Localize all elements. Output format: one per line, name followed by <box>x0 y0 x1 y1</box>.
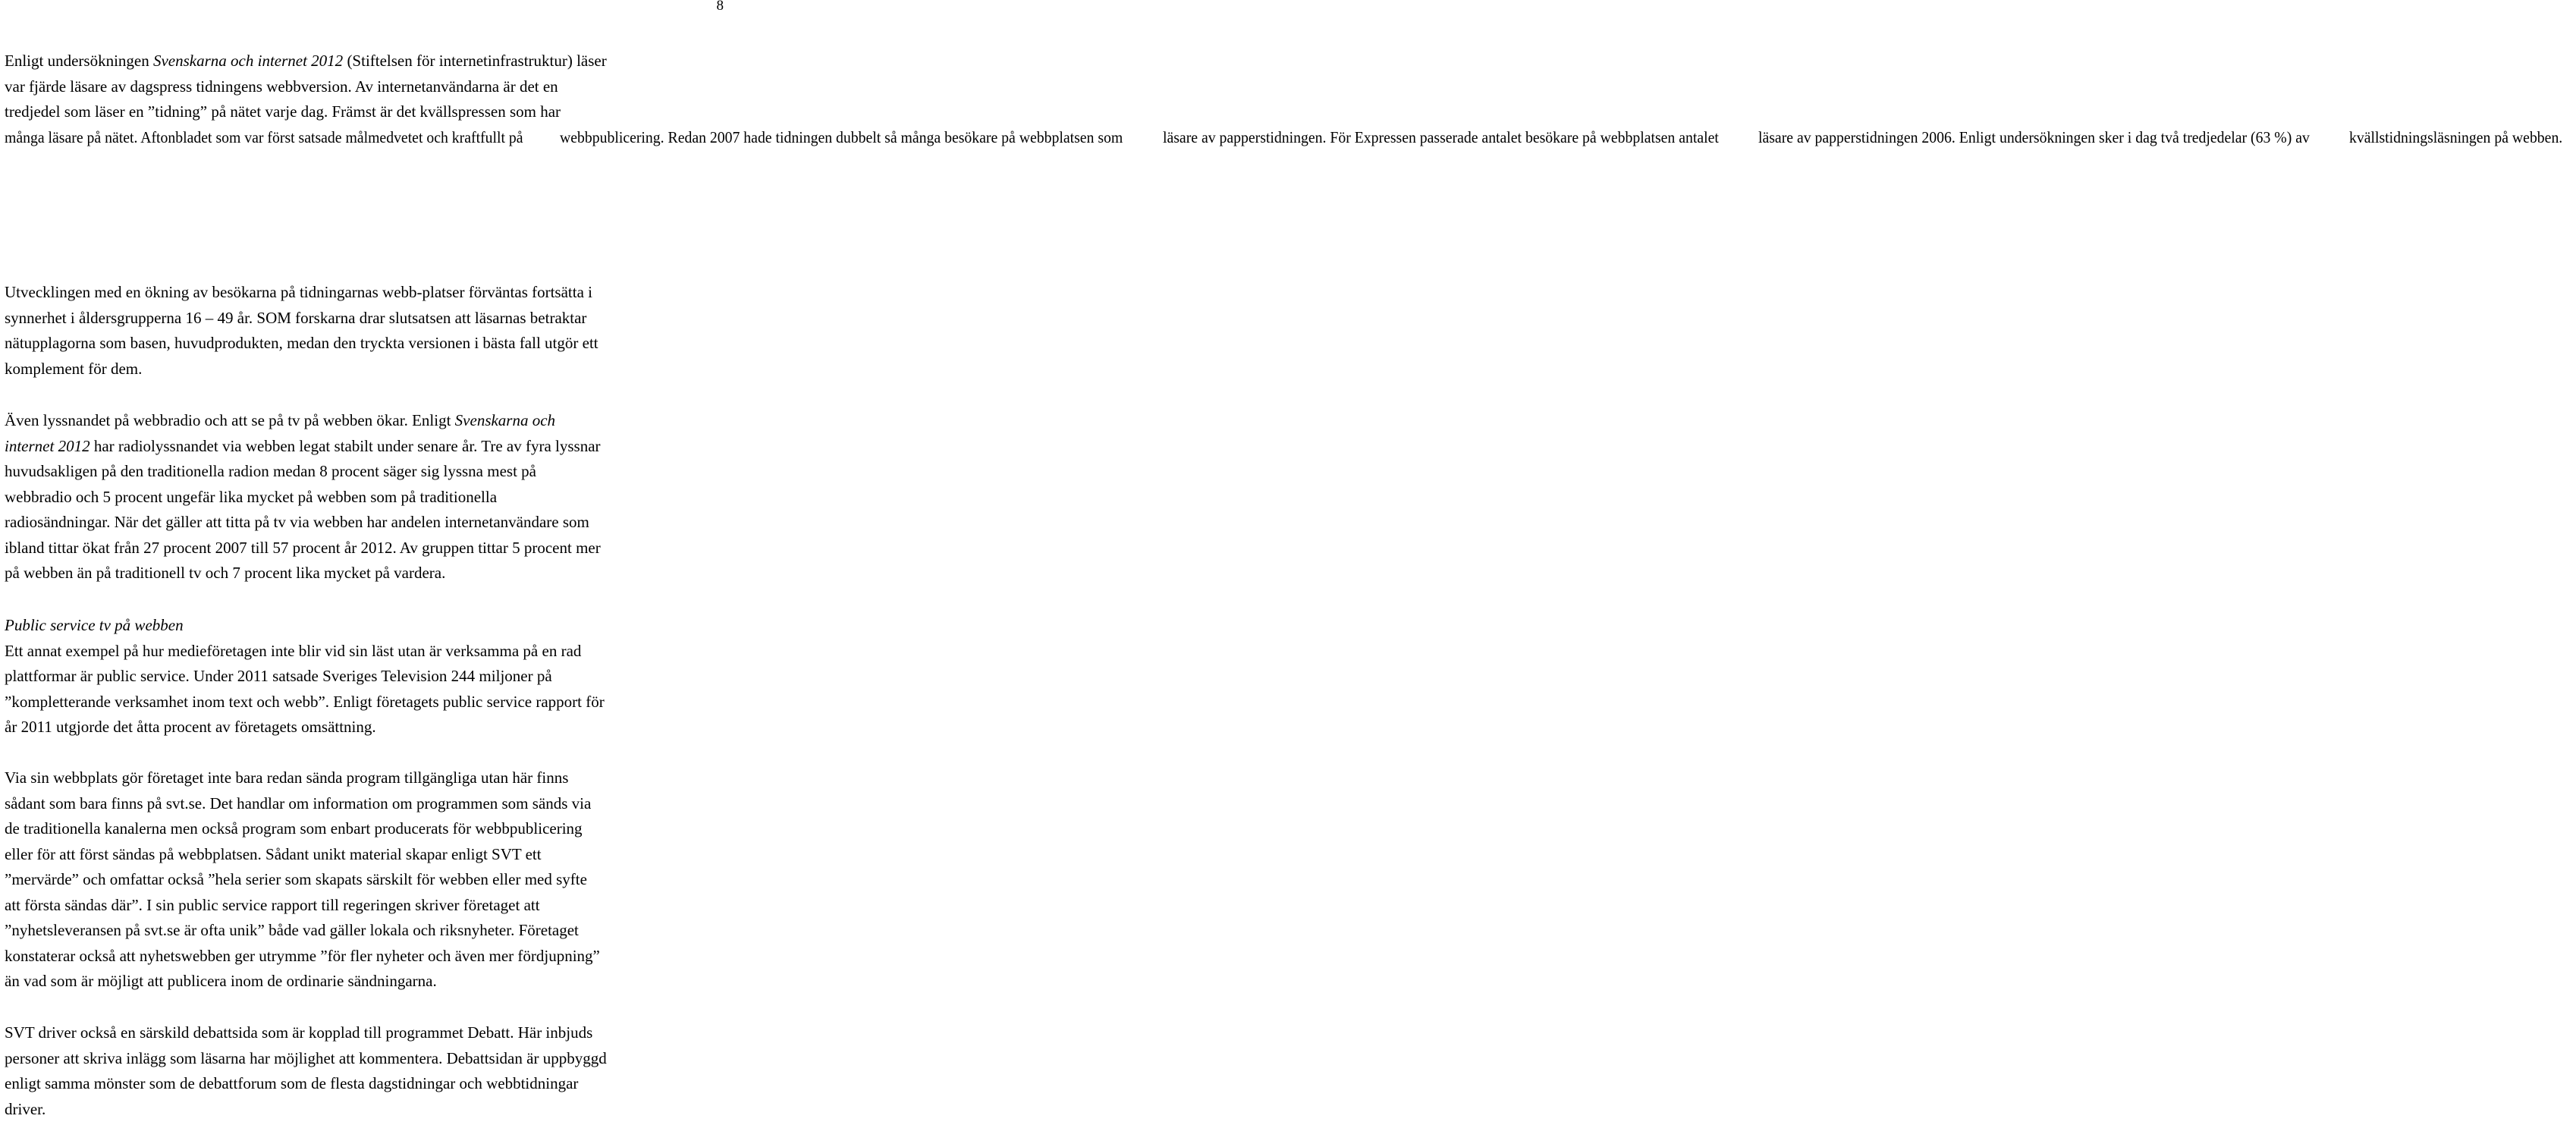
text-line: driver. <box>5 1097 724 1122</box>
publication-title: internet 2012 <box>5 437 90 455</box>
publication-title: Svenskarna och internet 2012 <box>153 52 343 70</box>
text-line: år 2011 utgjorde det åtta procent av företagets omsättning. <box>5 715 724 740</box>
text-line: kvällstidningsläsningen på webben. <box>2349 125 2562 151</box>
publication-title: Svenskarna och <box>455 411 555 429</box>
text-line: tredjedel som läser en ”tidning” på nätet varje dag. Främst är det kvällspressen som har <box>5 99 724 125</box>
text-line: ”kompletterande verksamhet inom text och webb”. Enligt företagets public service rapport för <box>5 690 724 715</box>
text-line: ”nyhetsleveransen på svt.se är ofta unik” både vad gäller lokala och riksnyheter. Företaget <box>5 918 724 944</box>
paragraph-6 <box>5 1020 724 1122</box>
section-heading: Public service tv på webben <box>5 613 724 639</box>
text-line: plattformar är public service. Under 2011 satsade Sveriges Television 244 miljoner på <box>5 664 724 690</box>
text-line: webbradio och 5 procent ungefär lika mycket på webben som på traditionella <box>5 485 724 511</box>
paragraph-5 <box>5 765 724 995</box>
paragraph-3 <box>5 408 724 586</box>
text-line: att första sändas där”. I sin public service rapport till regeringen skriver företaget att <box>5 893 724 919</box>
text-line: Utvecklingen med en ökning av besökarna på tidningarnas webb-platser förväntas fortsätta i <box>5 280 724 306</box>
text-line: ibland tittar ökat från 27 procent 2007 till 57 procent år 2012. Av gruppen tittar 5 procent mer <box>5 536 724 561</box>
text-line: radiosändningar. När det gäller att titta på tv via webben har andelen internetanvändare som <box>5 510 724 536</box>
text-line: SVT driver också en särskild debattsida som är kopplad till programmet Debatt. Här inbjuds <box>5 1020 724 1046</box>
text-line: Via sin webbplats gör företaget inte bara redan sända program tillgängliga utan här finns <box>5 765 724 791</box>
text-line: komplement för dem. <box>5 357 724 382</box>
text-line: personer att skriva inlägg som läsarna har möjlighet att kommentera. Debattsidan är uppbyggd <box>5 1046 724 1072</box>
text-line: många läsare på nätet. Aftonbladet som var först satsade målmedvetet och kraftfullt på <box>5 125 523 151</box>
text-line: konstaterar också att nyhetswebben ger utrymme ”för fler nyheter och även mer fördjupning” <box>5 944 724 970</box>
text-line: synnerhet i åldersgrupperna 16 – 49 år. SOM forskarna drar slutsatsen att läsarnas betraktar <box>5 306 724 332</box>
text-line: huvudsakligen på den traditionella radion medan 8 procent säger sig lyssna mest på <box>5 459 724 485</box>
text-line: de traditionella kanalerna men också program som enbart producerats för webbpublicering <box>5 816 724 842</box>
text-line: läsare av papperstidningen. För Expressen passerade antalet besökare på webbplatsen antalet <box>1163 125 1719 151</box>
text-line: än vad som är möjligt att publicera inom de ordinarie sändningarna. <box>5 969 724 995</box>
text-line: Ett annat exempel på hur medieföretagen inte blir vid sin läst utan är verksamma på en rad <box>5 639 724 665</box>
text-line: webbpublicering. Redan 2007 hade tidningen dubbelt så många besökare på webbplatsen som <box>560 125 1123 151</box>
paragraph-2 <box>5 280 724 382</box>
document-page <box>0 0 728 1117</box>
page-number: 8 <box>717 0 724 15</box>
text-line: Även lyssnandet på webbradio och att se på tv på webben ökar. Enligt Svenskarna och <box>5 408 724 434</box>
paragraph-1 <box>5 49 724 150</box>
text-line: enligt samma mönster som de debattforum som de flesta dagstidningar och webbtidningar <box>5 1071 724 1097</box>
paragraph-4 <box>5 613 724 740</box>
text-line: eller för att först sändas på webbplatsen. Sådant unikt material skapar enligt SVT ett <box>5 842 724 868</box>
text-line: läsare av papperstidningen 2006. Enligt undersökningen sker i dag två tredjedelar (63 %) av <box>1758 125 2310 151</box>
text-line: ”mervärde” och omfattar också ”hela serier som skapats särskilt för webben eller med syfte <box>5 867 724 893</box>
text-line: sådant som bara finns på svt.se. Det handlar om information om programmen som sänds via <box>5 791 724 817</box>
text-line: Enligt undersökningen Svenskarna och internet 2012 (Stiftelsen för internetinfrastruktur) läser <box>5 49 724 74</box>
text-line: internet 2012 har radiolyssnandet via webben legat stabilt under senare år. Tre av fyra lyssnar <box>5 434 724 460</box>
text-line: på webben än på traditionell tv och 7 procent lika mycket på vardera. <box>5 561 724 586</box>
text-line: nätupplagorna som basen, huvudprodukten, medan den tryckta versionen i bästa fall utgör ett <box>5 331 724 357</box>
text-line: var fjärde läsare av dagspress tidningens webbversion. Av internetanvändarna är det en <box>5 74 724 100</box>
